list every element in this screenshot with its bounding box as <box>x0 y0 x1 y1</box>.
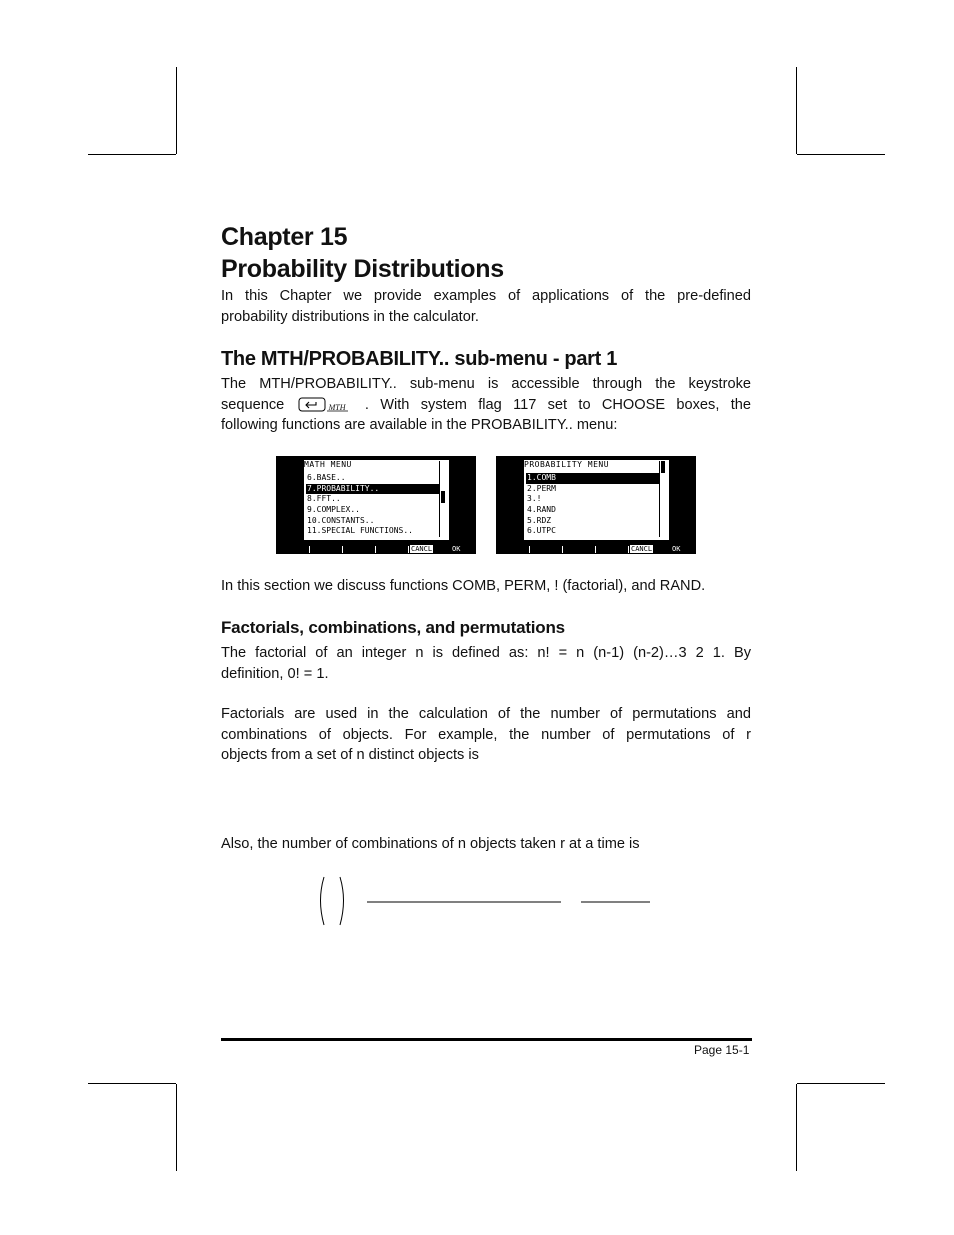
choose-box-title: MATH MENU <box>304 460 352 469</box>
crop-mark-bottom-left-vertical <box>176 1084 177 1171</box>
sequence-word: sequence <box>221 396 285 413</box>
combinations-paragraph <box>221 834 751 855</box>
footer-rule <box>221 1038 752 1041</box>
softkey-bar <box>496 544 696 554</box>
menu-item[interactable]: 4.RAND <box>527 505 556 515</box>
intro-paragraph <box>221 286 751 327</box>
softkey-divider <box>529 546 530 553</box>
menu-item[interactable]: 5.RDZ <box>527 515 552 525</box>
cancel-softkey[interactable]: CANCL <box>411 545 433 553</box>
formula-left-paren <box>321 877 325 925</box>
scrollbar[interactable] <box>439 461 446 537</box>
softkey-divider <box>595 546 596 553</box>
ok-softkey[interactable]: OK <box>672 545 681 553</box>
section-note-line: In this section we discuss functions COMB, PERM, ! (factorial), and RAND. <box>221 578 706 594</box>
crop-mark-bottom-left-horizontal <box>88 1083 176 1084</box>
menu-item[interactable]: 2.PERM <box>527 483 556 493</box>
combinations-line: Also, the number of combinations of n objects taken r at a time is <box>221 836 640 852</box>
section-heading-mth-probability: The MTH/PROBABILITY.. sub-menu - part 1 <box>221 348 618 370</box>
scrollbar[interactable] <box>659 461 666 537</box>
menu-item[interactable]: 9.COMPLEX.. <box>307 505 360 515</box>
softkey-divider <box>562 546 563 553</box>
crop-mark-bottom-right-horizontal <box>797 1083 885 1084</box>
factorial-definition-paragraph <box>221 643 751 684</box>
subsection-heading-factorials: Factorials, combinations, and permutations <box>221 618 565 637</box>
softkey-divider <box>408 546 409 553</box>
section-note <box>221 576 751 597</box>
menu-list <box>526 473 659 537</box>
section1-line-3: following functions are available in the PROBABILITY.. menu: <box>221 417 618 433</box>
menu-list <box>306 473 439 537</box>
permutations-paragraph <box>221 704 751 766</box>
softkey-divider <box>628 546 629 553</box>
formula-right-paren <box>340 877 344 925</box>
factorial-line-1: The factorial of an integer n is defined as: n! = n (n-1) (n-2)…3 2 1. By <box>221 645 751 661</box>
calculator-screen-math-menu <box>276 456 476 554</box>
permutations-line-2: combinations of objects. For example, the number of permutations of r <box>221 726 751 743</box>
section1-paragraph <box>221 374 751 436</box>
chapter-title: Probability Distributions <box>221 255 504 283</box>
menu-item[interactable]: 6.UTPC <box>527 526 556 536</box>
softkey-divider <box>375 546 376 553</box>
softkey-divider <box>309 546 310 553</box>
menu-item[interactable]: 6.BASE.. <box>307 473 346 482</box>
crop-mark-top-right-vertical <box>796 67 797 154</box>
menu-item[interactable]: 10.CONSTANTS.. <box>307 515 375 525</box>
menu-item[interactable]: 3.! <box>527 494 542 504</box>
menu-item-selected[interactable]: 7.PROBABILITY.. <box>306 484 439 495</box>
keystroke-mth-label: MTH <box>328 402 346 412</box>
intro-line-1: In this Chapter we provide examples of applications of the pre-defined <box>221 288 751 304</box>
crop-mark-top-left-horizontal <box>88 154 176 155</box>
factorial-line-2: definition, 0! = 1. <box>221 665 329 682</box>
menu-item[interactable]: 8.FFT.. <box>307 494 341 504</box>
calculator-screen-probability-menu <box>496 456 696 554</box>
softkey-bar <box>276 544 476 554</box>
keystroke-left-shift-mth-icon <box>296 397 354 413</box>
intro-line-2: probability distributions in the calculator. <box>221 308 479 325</box>
crop-mark-top-left-vertical <box>176 67 177 154</box>
scrollbar-thumb[interactable] <box>661 461 665 473</box>
page-number: Page 15-1 <box>694 1043 750 1057</box>
ok-softkey[interactable]: OK <box>452 545 461 553</box>
crop-mark-bottom-right-vertical <box>796 1084 797 1171</box>
combination-formula <box>315 873 660 929</box>
menu-item[interactable]: 11.SPECIAL FUNCTIONS.. <box>307 526 413 536</box>
cancel-softkey[interactable]: CANCL <box>631 545 653 553</box>
permutations-line-3: objects from a set of n distinct objects is <box>221 747 479 763</box>
section1-line-2-rest: . With system flag 117 set to CHOOSE boxes, the <box>364 396 751 413</box>
scrollbar-thumb[interactable] <box>441 491 445 503</box>
section1-line-2 <box>221 395 751 416</box>
section1-line-1: The MTH/PROBABILITY.. sub-menu is accessible through the keystroke <box>221 376 751 392</box>
menu-item-selected[interactable]: 1.COMB <box>526 473 659 484</box>
softkey-divider <box>342 546 343 553</box>
chapter-number: Chapter 15 <box>221 223 348 251</box>
choose-box-title: PROBABILITY MENU <box>524 460 610 469</box>
crop-mark-top-right-horizontal <box>797 154 885 155</box>
permutations-line-1: Factorials are used in the calculation of the number of permutations and <box>221 706 751 722</box>
